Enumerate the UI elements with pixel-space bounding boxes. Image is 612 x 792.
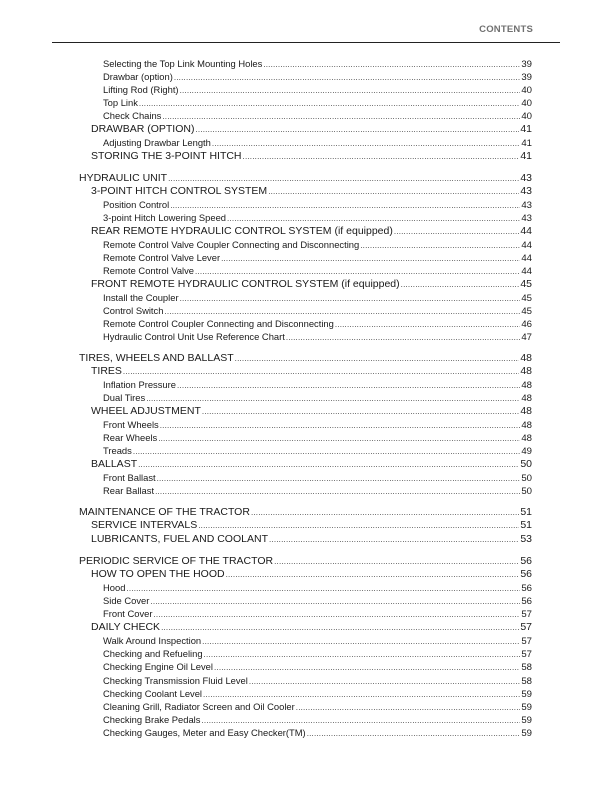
toc-entry-page-number: 57 bbox=[520, 621, 532, 633]
toc-entry-page-number: 59 bbox=[521, 715, 532, 726]
toc-entry-page-number: 50 bbox=[521, 473, 532, 484]
toc-entry-page-number: 50 bbox=[521, 486, 532, 497]
toc-entry-page-number: 48 bbox=[520, 365, 532, 377]
toc-entry-page-number: 58 bbox=[521, 662, 532, 673]
toc-entry-title: Hood bbox=[103, 582, 126, 593]
toc-entry-title: WHEEL ADJUSTMENT bbox=[91, 405, 201, 417]
dot-leader bbox=[214, 663, 520, 672]
toc-entry[interactable] bbox=[103, 608, 532, 621]
toc-entry[interactable] bbox=[103, 331, 532, 344]
toc-entry[interactable] bbox=[103, 485, 532, 498]
toc-entry-title: 3-point Hitch Lowering Speed bbox=[103, 212, 226, 223]
toc-entry[interactable] bbox=[103, 318, 532, 331]
toc-entry-title: Checking and Refueling bbox=[103, 648, 203, 659]
dot-leader bbox=[170, 201, 520, 210]
toc-entry-page-number: 49 bbox=[521, 446, 532, 457]
dot-leader bbox=[180, 294, 521, 303]
dot-leader bbox=[154, 610, 521, 619]
toc-entry-title: SERVICE INTERVALS bbox=[91, 519, 198, 531]
dot-leader bbox=[268, 187, 519, 196]
toc-entry[interactable] bbox=[103, 432, 532, 445]
dot-leader bbox=[203, 690, 520, 699]
toc-entry-page-number: 44 bbox=[521, 240, 532, 251]
toc-entry-page-number: 43 bbox=[520, 172, 532, 184]
toc-entry-title: BALLAST bbox=[91, 458, 138, 470]
toc-entry-title: Rear Ballast bbox=[103, 485, 155, 496]
toc-entry-page-number: 47 bbox=[521, 332, 532, 343]
toc-entry-page-number: 48 bbox=[521, 420, 532, 431]
toc-entry-title: REAR REMOTE HYDRAULIC CONTROL SYSTEM (if equipped) bbox=[91, 225, 393, 237]
dot-leader bbox=[160, 421, 521, 430]
dot-leader bbox=[221, 254, 520, 263]
toc-entry-title: Treads bbox=[103, 445, 132, 456]
toc-entry-title: Position Control bbox=[103, 199, 170, 210]
toc-entry-page-number: 51 bbox=[520, 506, 532, 518]
toc-entry-title: Check Chains bbox=[103, 110, 162, 121]
toc-entry[interactable] bbox=[103, 110, 532, 123]
toc-entry-title: Walk Around Inspection bbox=[103, 635, 202, 646]
dot-leader bbox=[126, 584, 520, 593]
toc-entry[interactable] bbox=[103, 701, 532, 714]
toc-entry-title: Front Wheels bbox=[103, 419, 159, 430]
dot-leader bbox=[146, 394, 520, 403]
dot-leader bbox=[296, 703, 521, 712]
toc-entry-title: Remote Control Coupler Connecting and Disconnecting bbox=[103, 318, 334, 329]
toc-entry[interactable] bbox=[91, 405, 532, 418]
toc-entry-title: Front Ballast bbox=[103, 472, 156, 483]
toc-entry[interactable] bbox=[103, 472, 532, 485]
toc-entry-title: 3-POINT HITCH CONTROL SYSTEM bbox=[91, 185, 268, 197]
running-header: CONTENTS bbox=[479, 24, 533, 35]
dot-leader bbox=[249, 677, 520, 686]
toc-entry[interactable] bbox=[103, 648, 532, 661]
toc-entry-page-number: 57 bbox=[521, 649, 532, 660]
toc-entry-page-number: 56 bbox=[521, 583, 532, 594]
toc-entry-page-number: 41 bbox=[520, 150, 532, 162]
toc-entry-title: Side Cover bbox=[103, 595, 150, 606]
dot-leader bbox=[150, 597, 520, 606]
toc-entry-title: MAINTENANCE OF THE TRACTOR bbox=[79, 506, 250, 518]
toc-entry[interactable] bbox=[103, 137, 532, 150]
toc-entry[interactable] bbox=[103, 419, 532, 432]
toc-entry-title: Cleaning Grill, Radiator Screen and Oil Cooler bbox=[103, 701, 295, 712]
toc-entry-title: Remote Control Valve Coupler Connecting and Disconnecting bbox=[103, 239, 360, 250]
dot-leader bbox=[174, 73, 521, 82]
toc-entry-page-number: 43 bbox=[520, 185, 532, 197]
toc-entry-title: PERIODIC SERVICE OF THE TRACTOR bbox=[79, 555, 274, 567]
toc-entry-title: Selecting the Top Link Mounting Holes bbox=[103, 58, 263, 69]
dot-leader bbox=[394, 227, 519, 236]
toc-entry-page-number: 45 bbox=[521, 306, 532, 317]
dot-leader bbox=[162, 112, 520, 121]
dot-leader bbox=[204, 650, 521, 659]
toc-entry-title: Hydraulic Control Unit Use Reference Chart bbox=[103, 331, 285, 342]
toc-entry-title: Remote Control Valve bbox=[103, 265, 195, 276]
dot-leader bbox=[307, 729, 521, 738]
toc-entry[interactable] bbox=[103, 305, 532, 318]
toc-entry[interactable] bbox=[103, 392, 532, 405]
dot-leader bbox=[195, 267, 520, 276]
toc-entry[interactable] bbox=[103, 292, 532, 305]
toc-entry-title: HYDRAULIC UNIT bbox=[79, 172, 168, 184]
toc-entry-title: Top Link bbox=[103, 97, 138, 108]
toc-entry-page-number: 57 bbox=[521, 609, 532, 620]
toc-entry-page-number: 48 bbox=[521, 433, 532, 444]
dot-leader bbox=[158, 434, 520, 443]
toc-entry-title: Control Switch bbox=[103, 305, 164, 316]
toc-entry-page-number: 45 bbox=[520, 278, 532, 290]
dot-leader bbox=[227, 214, 520, 223]
toc-entry[interactable] bbox=[91, 533, 532, 546]
toc-entry[interactable] bbox=[91, 185, 532, 198]
toc-entry[interactable] bbox=[103, 379, 532, 392]
toc-entry-title: Remote Control Valve Lever bbox=[103, 252, 221, 263]
toc-entry-title: Checking Gauges, Meter and Easy Checker(TM) bbox=[103, 727, 306, 738]
toc-entry-title: TIRES, WHEELS AND BALLAST bbox=[79, 352, 234, 364]
toc-entry-page-number: 46 bbox=[521, 319, 532, 330]
dot-leader bbox=[226, 570, 520, 579]
toc-entry[interactable] bbox=[79, 506, 532, 519]
toc-entry-page-number: 44 bbox=[520, 225, 532, 237]
dot-leader bbox=[251, 508, 519, 517]
toc-entry-title: Checking Transmission Fluid Level bbox=[103, 675, 248, 686]
dot-leader bbox=[360, 241, 520, 250]
toc-entry-page-number: 41 bbox=[521, 138, 532, 149]
dot-leader bbox=[198, 521, 519, 530]
toc-entry-page-number: 56 bbox=[520, 555, 532, 567]
toc-entry[interactable] bbox=[103, 445, 532, 458]
toc-entry-page-number: 39 bbox=[521, 59, 532, 70]
toc-entry-page-number: 48 bbox=[521, 380, 532, 391]
dot-leader bbox=[138, 460, 519, 469]
toc-entry[interactable] bbox=[103, 727, 532, 740]
dot-leader bbox=[263, 60, 520, 69]
toc-entry-title: Checking Engine Oil Level bbox=[103, 661, 213, 672]
toc-entry[interactable] bbox=[103, 84, 532, 97]
dot-leader bbox=[212, 139, 520, 148]
dot-leader bbox=[180, 86, 521, 95]
toc-entry[interactable] bbox=[91, 278, 532, 291]
toc-entry[interactable] bbox=[103, 265, 532, 278]
toc-entry-page-number: 51 bbox=[520, 519, 532, 531]
toc-entry-title: FRONT REMOTE HYDRAULIC CONTROL SYSTEM (if equipped) bbox=[91, 278, 400, 290]
toc-entry[interactable] bbox=[103, 199, 532, 212]
toc-entry[interactable] bbox=[91, 621, 532, 634]
toc-entry[interactable] bbox=[91, 123, 532, 136]
toc-entry-page-number: 40 bbox=[521, 111, 532, 122]
toc-entry[interactable] bbox=[103, 688, 532, 701]
dot-leader bbox=[133, 447, 520, 456]
toc-entry[interactable] bbox=[91, 365, 532, 378]
toc-entry-title: Front Cover bbox=[103, 608, 153, 619]
toc-entry[interactable] bbox=[103, 71, 532, 84]
toc-entry-title: Install the Coupler bbox=[103, 292, 179, 303]
toc-entry-title: Inflation Pressure bbox=[103, 379, 176, 390]
toc-entry-title: Adjusting Drawbar Length bbox=[103, 137, 211, 148]
toc-entry[interactable] bbox=[103, 661, 532, 674]
dot-leader bbox=[202, 637, 520, 646]
dot-leader bbox=[243, 152, 520, 161]
toc-entry[interactable] bbox=[103, 97, 532, 110]
dot-leader bbox=[269, 535, 519, 544]
toc-entry-page-number: 40 bbox=[521, 98, 532, 109]
toc-entry[interactable] bbox=[103, 252, 532, 265]
toc-entry-page-number: 40 bbox=[521, 85, 532, 96]
toc-entry-title: HOW TO OPEN THE HOOD bbox=[91, 568, 225, 580]
toc-entry-title: Checking Brake Pedals bbox=[103, 714, 201, 725]
toc-entry-page-number: 53 bbox=[520, 533, 532, 545]
toc-entry[interactable] bbox=[91, 150, 532, 163]
dot-leader bbox=[274, 557, 519, 566]
toc-entry-page-number: 58 bbox=[521, 676, 532, 687]
toc-entry[interactable] bbox=[103, 675, 532, 688]
toc-entry-page-number: 39 bbox=[521, 72, 532, 83]
toc-entry-page-number: 59 bbox=[521, 702, 532, 713]
toc-entry-title: Rear Wheels bbox=[103, 432, 158, 443]
toc-entry[interactable] bbox=[103, 714, 532, 727]
toc-entry-title: Dual Tires bbox=[103, 392, 146, 403]
dot-leader bbox=[139, 99, 520, 108]
toc-entry[interactable] bbox=[91, 225, 532, 238]
dot-leader bbox=[168, 174, 519, 183]
toc-entry-title: TIRES bbox=[91, 365, 122, 377]
dot-leader bbox=[164, 307, 520, 316]
toc-entry[interactable] bbox=[103, 582, 532, 595]
toc-entry[interactable] bbox=[103, 239, 532, 252]
dot-leader bbox=[286, 333, 520, 342]
toc-entry-title: DAILY CHECK bbox=[91, 621, 161, 633]
toc-entry-title: LUBRICANTS, FUEL AND COOLANT bbox=[91, 533, 268, 545]
dot-leader bbox=[235, 354, 520, 363]
toc-entry[interactable] bbox=[79, 555, 532, 568]
dot-leader bbox=[123, 367, 519, 376]
toc-entry-page-number: 48 bbox=[521, 393, 532, 404]
toc-entry-page-number: 59 bbox=[521, 728, 532, 739]
toc-entry-page-number: 48 bbox=[520, 405, 532, 417]
toc-entry-page-number: 44 bbox=[521, 266, 532, 277]
toc-entry-page-number: 43 bbox=[521, 200, 532, 211]
toc-entry-page-number: 59 bbox=[521, 689, 532, 700]
toc-entry[interactable] bbox=[91, 458, 532, 471]
header-divider bbox=[52, 42, 560, 43]
dot-leader bbox=[177, 381, 520, 390]
toc-entry-title: DRAWBAR (OPTION) bbox=[91, 123, 195, 135]
dot-leader bbox=[201, 716, 520, 725]
toc-entry[interactable] bbox=[91, 519, 532, 532]
toc-entry[interactable] bbox=[79, 352, 532, 365]
dot-leader bbox=[161, 623, 519, 632]
toc-entry-page-number: 48 bbox=[520, 352, 532, 364]
dot-leader bbox=[155, 487, 520, 496]
toc-entry[interactable] bbox=[103, 595, 532, 608]
dot-leader bbox=[401, 280, 520, 289]
toc-entry[interactable] bbox=[103, 212, 532, 225]
toc-entry[interactable] bbox=[103, 58, 532, 71]
toc-entry[interactable] bbox=[103, 635, 532, 648]
dot-leader bbox=[195, 125, 519, 134]
toc-entry-page-number: 43 bbox=[521, 213, 532, 224]
toc-entry-page-number: 44 bbox=[521, 253, 532, 264]
toc-entry-page-number: 41 bbox=[520, 123, 532, 135]
toc-entry-page-number: 45 bbox=[521, 293, 532, 304]
dot-leader bbox=[335, 320, 520, 329]
toc-entry[interactable] bbox=[79, 172, 532, 185]
toc-entry-page-number: 56 bbox=[521, 596, 532, 607]
toc-entry-title: Lifting Rod (Right) bbox=[103, 84, 179, 95]
dot-leader bbox=[202, 407, 519, 416]
toc-entry-page-number: 56 bbox=[520, 568, 532, 580]
toc-entry-page-number: 50 bbox=[520, 458, 532, 470]
toc-entry-title: STORING THE 3-POINT HITCH bbox=[91, 150, 242, 162]
dot-leader bbox=[157, 474, 521, 483]
toc-entry-title: Checking Coolant Level bbox=[103, 688, 203, 699]
toc-entry[interactable] bbox=[91, 568, 532, 581]
toc-entry-page-number: 57 bbox=[521, 636, 532, 647]
toc-entry-title: Drawbar (option) bbox=[103, 71, 173, 82]
